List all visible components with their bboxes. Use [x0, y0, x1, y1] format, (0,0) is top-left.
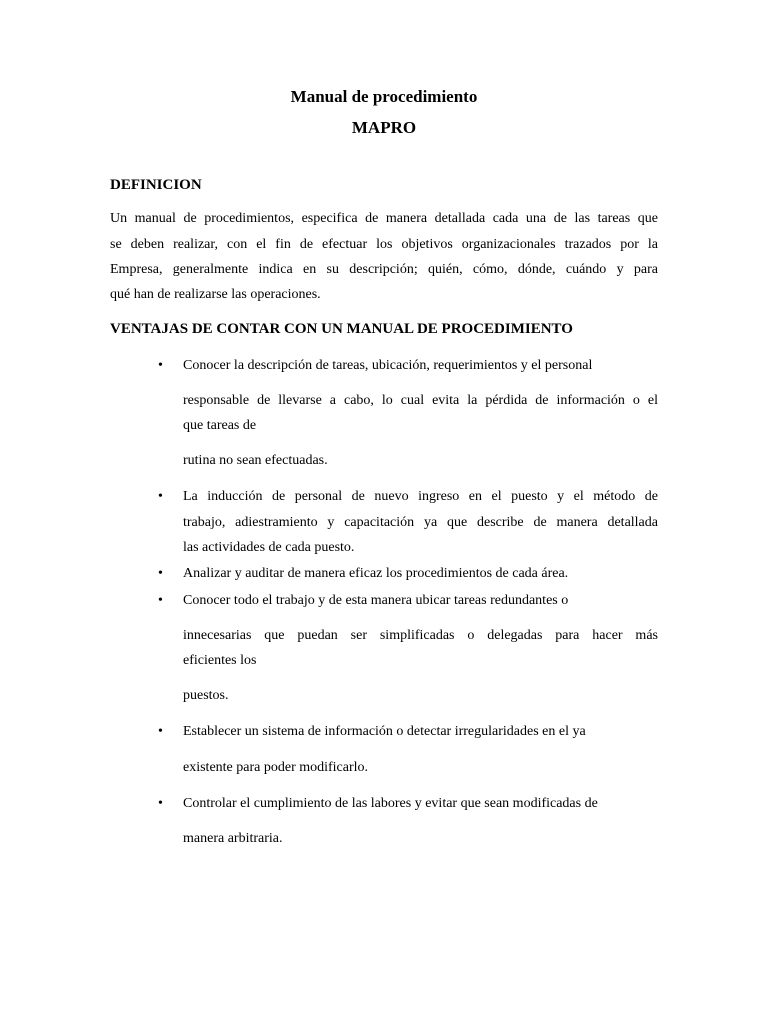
- bullet-line: puestos.: [183, 688, 229, 703]
- bullet-line: las actividades de cada puesto.: [183, 540, 355, 555]
- bullet-icon: •: [158, 724, 163, 739]
- bullet-line: rutina no sean efectuadas.: [183, 453, 328, 468]
- bullet-line: Establecer un sistema de información o detectar irregularidades en el ya: [183, 724, 586, 739]
- bullet-line: innecesarias que puedan ser simplificadas o delegadas para hacer más: [183, 628, 658, 643]
- bullet-line: Analizar y auditar de manera eficaz los procedimientos de cada área.: [183, 566, 569, 581]
- definition-line: Empresa, generalmente indica en su descripción; quién, cómo, dónde, cuándo y para: [110, 262, 658, 277]
- bullet-line: que tareas de: [183, 418, 257, 433]
- bullet-icon: •: [158, 796, 163, 811]
- definition-line: se deben realizar, con el fin de efectuar los objetivos organizacionales trazados por la: [110, 237, 658, 252]
- bullet-line: Conocer la descripción de tareas, ubicación, requerimientos y el personal: [183, 358, 593, 373]
- definition-line: Un manual de procedimientos, especifica de manera detallada cada una de las tareas que: [110, 211, 658, 226]
- definition-line: qué han de realizarse las operaciones.: [110, 287, 321, 302]
- advantages-heading: VENTAJAS DE CONTAR CON UN MANUAL DE PROCEDIMIENTO: [110, 321, 573, 337]
- bullet-line: Conocer todo el trabajo y de esta manera ubicar tareas redundantes o: [183, 593, 569, 608]
- bullet-line: Controlar el cumplimiento de las labores y evitar que sean modificadas de: [183, 796, 598, 811]
- bullet-line: eficientes los: [183, 653, 257, 668]
- bullet-icon: •: [158, 358, 163, 373]
- bullet-line: manera arbitraria.: [183, 831, 283, 846]
- document-subtitle: MAPRO: [351, 118, 417, 137]
- bullet-line: La inducción de personal de nuevo ingreso en el puesto y el método de: [183, 489, 658, 504]
- bullet-line: existente para poder modificarlo.: [183, 760, 369, 775]
- bullet-icon: •: [158, 489, 163, 504]
- bullet-line: responsable de llevarse a cabo, lo cual evita la pérdida de información o el: [183, 393, 658, 408]
- bullet-icon: •: [158, 566, 163, 581]
- document-title: Manual de procedimiento: [290, 87, 478, 106]
- bullet-icon: •: [158, 593, 163, 608]
- bullet-line: trabajo, adiestramiento y capacitación ya que describe de manera detallada: [183, 515, 658, 530]
- definition-heading: DEFINICION: [110, 177, 202, 193]
